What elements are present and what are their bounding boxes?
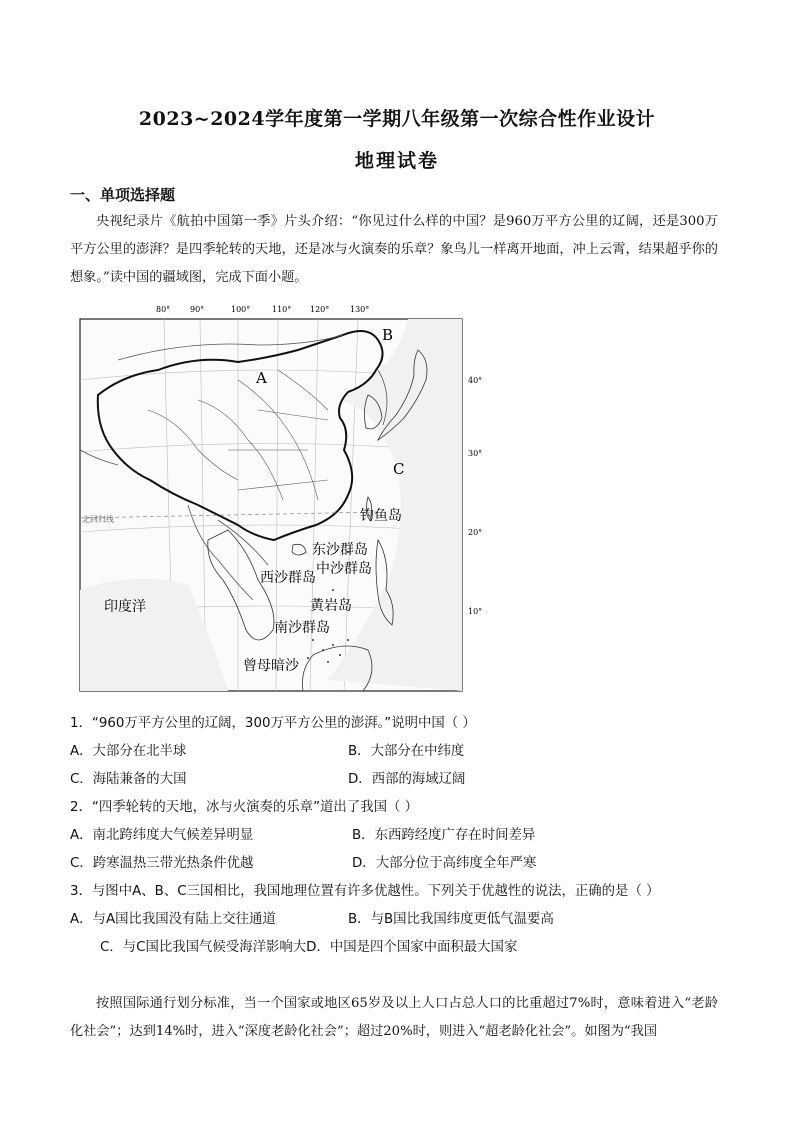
label-b: B — [382, 326, 394, 344]
section-heading: 一、单项选择题 — [70, 186, 176, 204]
q3-option-b[interactable]: B．与B国比我国纬度更低气温要高 — [348, 912, 554, 927]
question-1: 1．“960万平方公里的辽阔，300万平方公里的澎湃。”说明中国（ ） — [70, 716, 476, 731]
q2-option-b[interactable]: B．东西跨经度广存在时间差异 — [352, 828, 536, 843]
label-diaoyu: 钓鱼岛 — [360, 508, 402, 524]
label-huangyan: 黄岩岛 — [310, 598, 352, 614]
intro-paragraph: 央视纪录片《航拍中国第一季》片头介绍：“你见过什么样的中国？是960万平方公里的辽阔，还是300万平方公里的澎湃？是四季轮转的天地，还是冰与火演奏的乐章？象鸟儿一样离开地面，冲上云霄，结果超乎你的想象。”读中国的疆域图，完成下面小题。 — [70, 214, 718, 285]
tick-110: 110° — [272, 305, 292, 314]
question-3: 3．与图中A、B、C三国相比，我国地理位置有许多优越性。下列关于优越性的说法，正确的是（ ） — [70, 884, 660, 899]
q1-option-b[interactable]: B．大部分在中纬度 — [348, 744, 465, 759]
tick-10: 10° — [468, 607, 483, 616]
label-nansha: 南沙群岛 — [274, 620, 330, 636]
q1-option-d[interactable]: D．西部的海域辽阔 — [348, 772, 466, 787]
map-svg — [78, 300, 498, 695]
label-dongsha: 东沙群岛 — [312, 542, 368, 558]
label-xisha: 西沙群岛 — [260, 570, 316, 586]
tick-90: 90° — [190, 305, 205, 314]
label-c: C — [393, 460, 405, 478]
label-zengmu: 曾母暗沙 — [243, 658, 299, 674]
passage-2: 按照国际通行划分标准，当一个国家或地区65岁及以上人口占总人口的比重超过7%时，意味着进入“老龄化社会”；达到14%时，进入“深度老龄化社会”；超过20%时，则进入“超老龄化社会”。如图为“我国 — [70, 996, 718, 1039]
q1-option-c[interactable]: C．海陆兼备的大国 — [70, 772, 187, 787]
tropic-label: 北回归线 — [82, 515, 114, 524]
tick-130: 130° — [350, 305, 370, 314]
china-territory-map — [78, 300, 498, 695]
tick-100: 100° — [231, 305, 251, 314]
tick-80: 80° — [156, 305, 171, 314]
q2-option-a[interactable]: A．南北跨纬度大气候差异明显 — [70, 828, 254, 843]
label-indian-ocean: 印度洋 — [104, 599, 146, 615]
q3-option-a[interactable]: A．与A国比我国没有陆上交往通道 — [70, 912, 276, 927]
tick-20: 20° — [468, 528, 483, 537]
exam-title: 2023~2024学年度第一学期八年级第一次综合性作业设计 — [138, 108, 656, 130]
question-2: 2．“四季轮转的天地，冰与火演奏的乐章”道出了我国（ ） — [70, 800, 419, 815]
tick-30: 30° — [468, 449, 483, 458]
exam-subtitle: 地理试卷 — [354, 150, 439, 172]
tick-40: 40° — [468, 376, 483, 385]
q1-option-a[interactable]: A．大部分在北半球 — [70, 744, 187, 759]
tick-120: 120° — [310, 305, 330, 314]
q3-option-cd[interactable]: C．与C国比我国气候受海洋影响大D．中国是四个国家中面积最大国家 — [100, 940, 518, 955]
label-a: A — [256, 369, 267, 387]
q2-option-d[interactable]: D．大部分位于高纬度全年严寒 — [352, 856, 537, 871]
label-zhongsha: 中沙群岛 — [316, 561, 372, 577]
q2-option-c[interactable]: C．跨寒温热三带光热条件优越 — [70, 856, 254, 871]
